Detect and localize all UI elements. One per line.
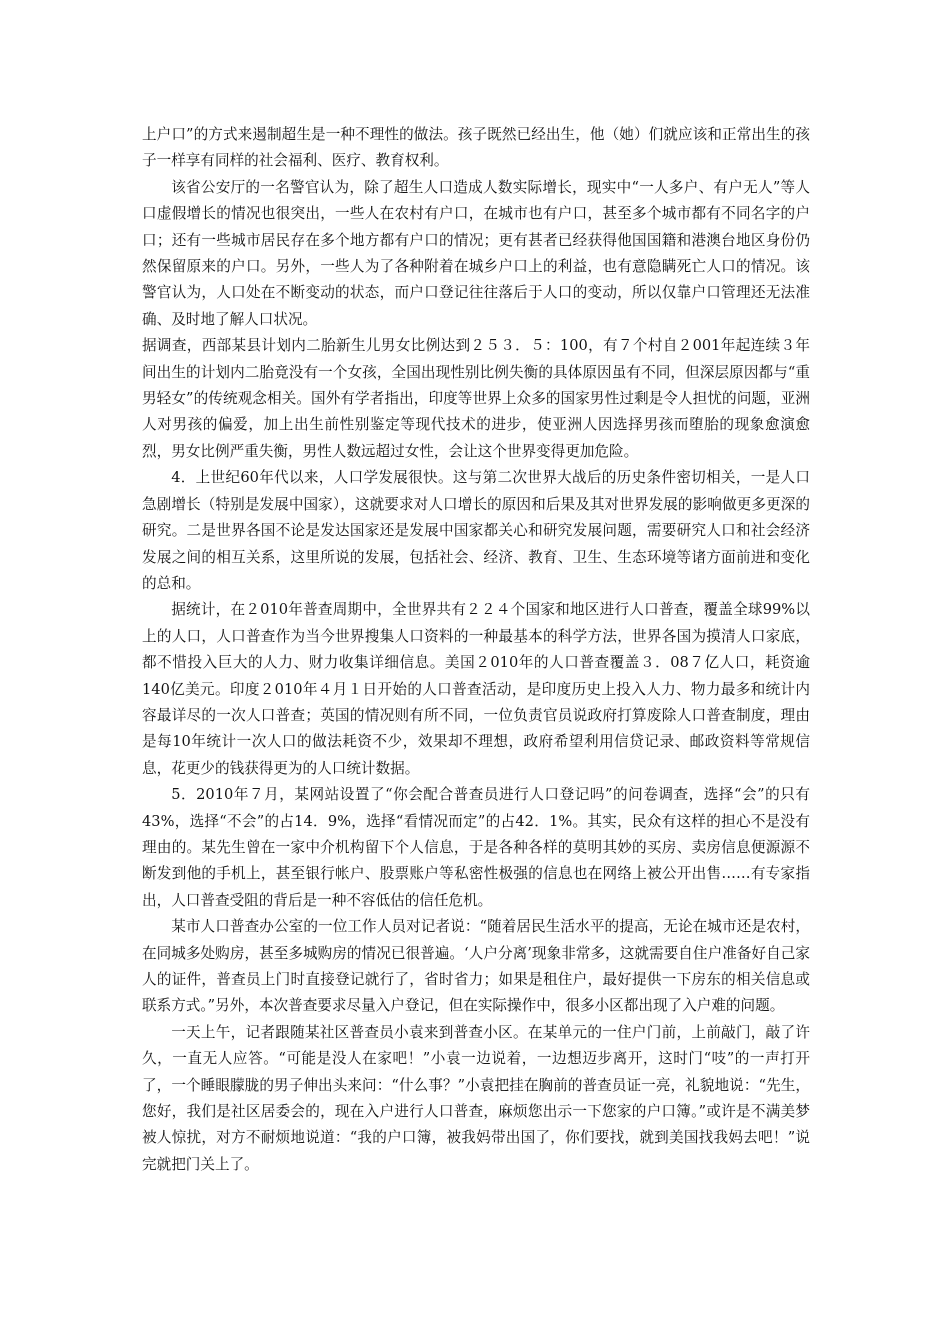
paragraph-6: 5．2010年７月，某网站设置了“你会配合普查员进行人口登记吗”的问卷调查，选择“会”的只有43%，选择“不会”的占14．9%，选择“看情况而定”的占42．1%。其实，民众有这样的担心不是没有理由的。某先生曾在一家中介机构留下个人信息，于是各种各样的莫明其妙的买房、卖房信息便源源不断发到他的手机上，甚至银行帐户、股票账户等私密性极强的信息也在网络上被公开出售……有专家指出，人口普查受阻的背后是一种不容低估的信任危机。	[142, 786, 810, 909]
paragraph-7: 某市人口普查办公室的一位工作人员对记者说：“随着居民生活水平的提高，无论在城市还是农村，在同城多处购房，甚至多城购房的情况已很普遍。‘人户分离’现象非常多，这就需要自住户准备好自己家人的证件，普查员上门时直接登记就行了，省时省力；如果是租住户，最好提供一下房东的相关信息或联系方式。”另外，本次普查要求尽量入户登记，但在实际操作中，很多小区都出现了入户难的问题。	[142, 918, 810, 1015]
paragraph-5: 据统计，在２010年普查周期中，全世界共有２２４个国家和地区进行人口普查，覆盖全球99%以上的人口，人口普查作为当今世界搜集人口资料的一种最基本的科学方法，世界各国为摸清人口家底，都不惜投入巨大的人力、财力收集详细信息。美国２010年的人口普查覆盖３．08７亿人口，耗资逾140亿美元。印度２010年４月１日开始的人口普查活动，是印度历史上投入人力、物力最多和统计内容最详尽的一次人口普查；英国的情况则有所不同，一位负责官员说政府打算废除人口普查制度，理由是每10年统计一次人口的做法耗资不少，效果却不理想，政府希望利用信贷记录、邮政资料等常规信息，花更少的钱获得更为的人口统计数据。	[142, 601, 810, 777]
paragraph-4: 4．上世纪60年代以来，人口学发展很快。这与第二次世界大战后的历史条件密切相关，一是人口急剧增长（特别是发展中国家），这就要求对人口增长的原因和后果及其对世界发展的影响做更多更深的研究。二是世界各国不论是发达国家还是发展中国家都关心和研究发展问题，需要研究人口和社会经济发展之间的相互关系，这里所说的发展，包括社会、经济、教育、卫生、生态环境等诸方面前进和变化的总和。	[142, 469, 810, 592]
document-body	[142, 122, 810, 1178]
paragraph-1: 上户口”的方式来遏制超生是一种不理性的做法。孩子既然已经出生，他（她）们就应该和正常出生的孩子一样享有同样的社会福利、医疗、教育权利。	[142, 126, 810, 170]
paragraph-2: 该省公安厅的一名警官认为，除了超生人口造成人数实际增长，现实中“一人多户、有户无人”等人口虚假增长的情况也很突出，一些人在农村有户口，在城市也有户口，甚至多个城市都有不同名字的户口；还有一些城市居民存在多个地方都有户口的情况；更有甚者已经获得他国国籍和港澳台地区身份仍然保留原来的户口。另外，一些人为了各种附着在城乡户口上的利益，也有意隐瞒死亡人口的情况。该警官认为，人口处在不断变动的状态，而户口登记往往落后于人口的变动，所以仅靠户口管理还无法准确、及时地了解人口状况。	[142, 178, 810, 328]
paragraph-3: 据调查，西部某县计划内二胎新生儿男女比例达到２５３．５：100，有７个村自２001年起连续３年间出生的计划内二胎竟没有一个女孩，全国出现性别比例失衡的具体原因虽有不同，但深层原因都与“重男轻女”的传统观念相关。国外有学者指出，印度等世界上众多的国家男性过剩是令人担忧的问题，亚洲人对男孩的偏爱，加上出生前性别鉴定等现代技术的进步，使亚洲人因选择男孩而堕胎的现象愈演愈烈，男女比例严重失衡，男性人数远超过女性，会让这个世界变得更加危险。	[142, 337, 810, 460]
paragraph-8: 一天上午，记者跟随某社区普查员小袁来到普查小区。在某单元的一住户门前，上前敲门，敲了许久，一直无人应答。“可能是没人在家吧！”小袁一边说着，一边想迈步离开，这时门“吱”的一声打开了，一个睡眼朦胧的男子伸出头来问：“什么事？”小袁把挂在胸前的普查员证一亮，礼貌地说：“先生，您好，我们是社区居委会的，现在入户进行人口普查，麻烦您出示一下您家的户口簿。”或许是不满美梦被人惊扰，对方不耐烦地说道：“我的户口簿，被我妈带出国了，你们要找，就到美国找我妈去吧！”说完就把门关上了。	[142, 1023, 810, 1173]
